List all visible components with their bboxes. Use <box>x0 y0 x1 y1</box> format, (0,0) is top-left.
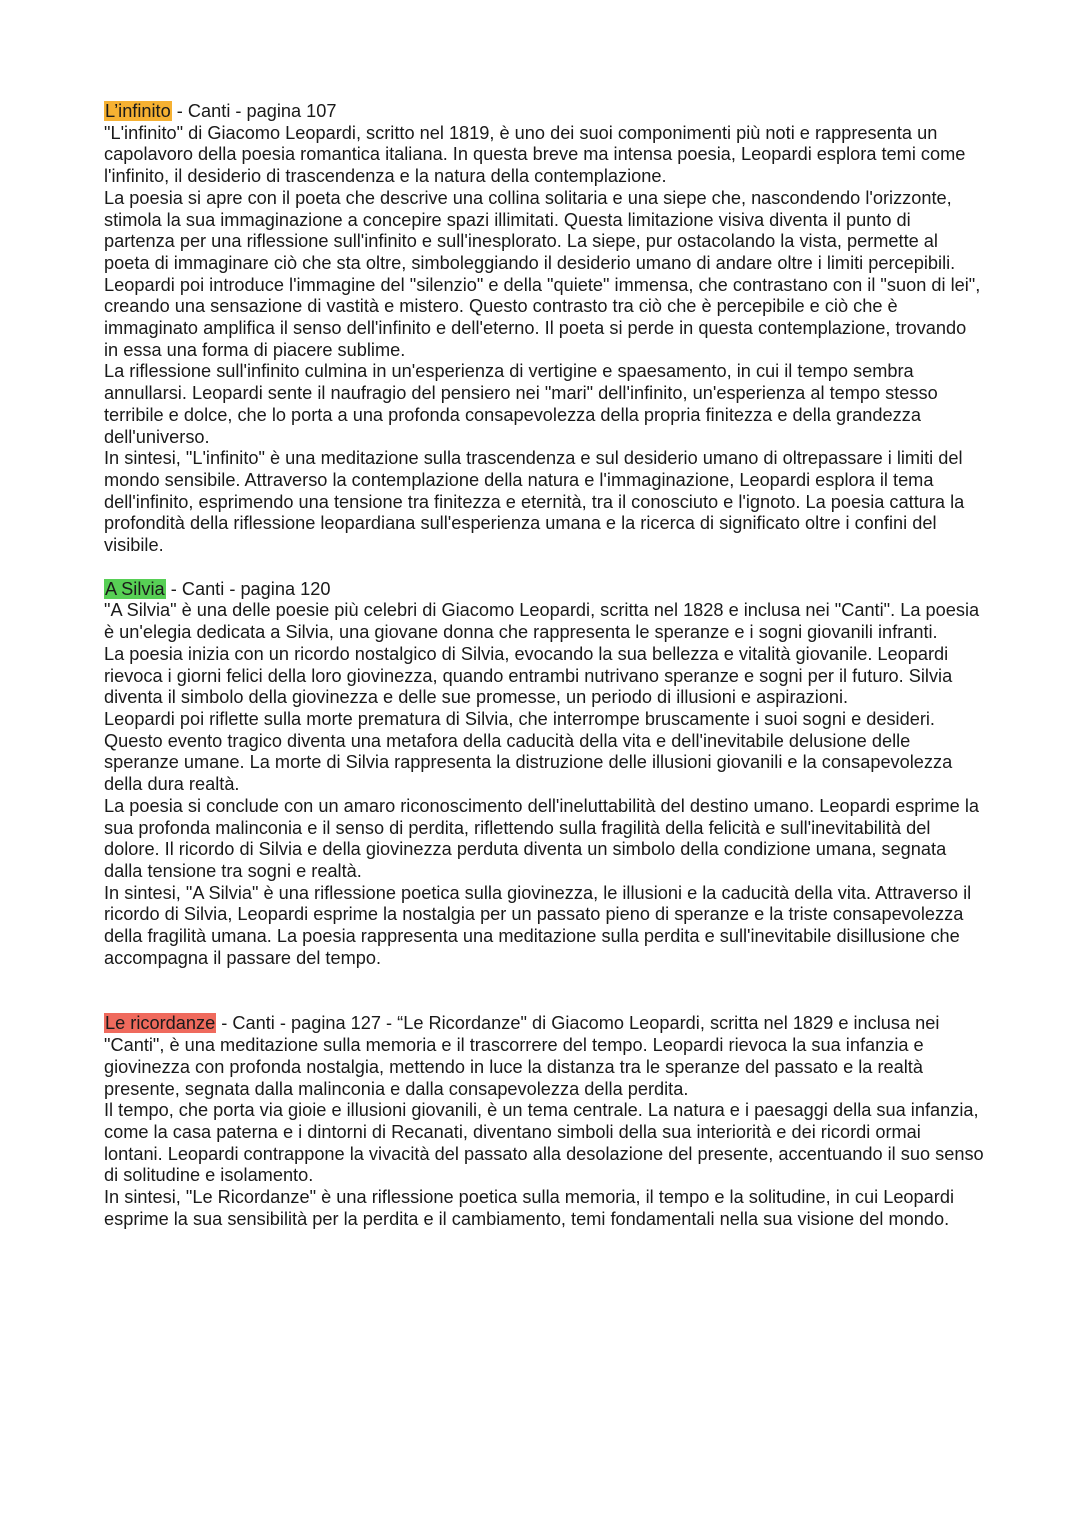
section-a-silvia <box>104 579 984 970</box>
section-title-highlight: L’infinito <box>105 101 171 121</box>
document-page <box>104 101 984 1230</box>
section-meta: - Canti - pagina 107 <box>171 101 337 121</box>
paragraph: Leopardi poi riflette sulla morte prematura di Silvia, che interrompe bruscamente i suoi sogni e desideri. Questo evento tragico diventa una metafora della caducità della vita e dell'inevitabile delusione delle speranze umane. La morte di Silvia rappresenta la distruzione delle illusioni giovanili e la consapevolezza della dura realtà. <box>104 708 953 795</box>
section-infinito <box>104 101 984 557</box>
paragraph: Leopardi poi introduce l'immagine del "silenzio" e della "quiete" immensa, che contrastano con il "suon di lei", creando una sensazione di vastità e mistero. Questo contrasto tra ciò che è percepibile e ciò che è immaginato amplifica il senso dell'infinito e dell'eterno. Il poeta si perde in questa contemplazione, trovando in essa una forma di piacere sublime. <box>104 274 981 360</box>
paragraph: La poesia si conclude con un amaro riconoscimento dell'ineluttabilità del destino umano. Leopardi esprime la sua profonda malinconia e il senso di perdita, riflettendo sulla fragilità della felicità e sull'inevitabilità del dolore. Il ricordo di Silvia e della giovinezza perduta diventa un simbolo della condizione umana, segnata dalla tensione tra sogni e realtà. <box>104 795 979 881</box>
paragraph: Il tempo, che porta via gioie e illusioni giovanili, è un tema centrale. La natura e i paesaggi della sua infanzia, come la casa paterna e i dintorni di Recanati, diventano simboli della sua interiorità e dei ricordi ormai lontani. Leopardi contrappone la vivacità del passato alla desolazione del presente, accentuando il suo senso di solitudine e isolamento. <box>104 1100 984 1186</box>
paragraph: La poesia si apre con il poeta che descrive una collina solitaria e una siepe che, nascondendo l'orizzonte, stimola la sua immaginazione a concepire spazi illimitati. Questa limitazione visiva diventa il punto di partenza per una riflessione sull'infinito e sull'inesplorato. La siepe, pur ostacolando la vista, permette al poeta di immaginare ciò che sta oltre, simboleggiando il desiderio umano di andare oltre i limiti percepibili. <box>104 187 956 273</box>
section-le-ricordanze <box>104 1013 984 1230</box>
paragraph: "A Silvia" è una delle poesie più celebri di Giacomo Leopardi, scritta nel 1828 e inclusa nei "Canti". La poesia è un'elegia dedicata a Silvia, una giovane donna che rappresenta le speranze e i sogni giovanili infranti. <box>104 600 980 643</box>
section-title-highlight: Le ricordanze <box>105 1013 216 1034</box>
section-meta: - Canti - pagina 127 - “Le Ricordanze" di Giacomo Leopardi, scritta nel 1829 e inclusa nei "Canti", è una meditazione sulla memoria e il trascorrere del tempo. Leopardi rievoca la sua infanzia e giovinezza con profonda nostalgia, mettendo in luce la distanza tra le speranze del passato e la realtà presente, segnata dalla malinconia e dalla consapevolezza della perdita. <box>104 1013 940 1099</box>
section-heading <box>104 101 984 123</box>
paragraph: La poesia inizia con un ricordo nostalgico di Silvia, evocando la sua bellezza e vitalità giovanile. Leopardi rievoca i giorni felici della loro giovinezza, quando entrambi nutrivano speranze e sogni per il futuro. Silvia diventa il simbolo della giovinezza e delle sue promesse, un periodo di illusioni e aspirazioni. <box>104 643 953 708</box>
paragraph: In sintesi, "L'infinito" è una meditazione sulla trascendenza e sul desiderio umano di oltrepassare i limiti del mondo sensibile. Attraverso la contemplazione della natura e l'immaginazione, Leopardi esplora il tema dell'infinito, esprimendo una tensione tra finitezza e eternità, tra il conosciuto e l'ignoto. La poesia cattura la profondità della riflessione leopardiana sull'esperienza umana e la ricerca di significato oltre i confini del visibile. <box>104 448 965 556</box>
section-heading <box>104 1013 984 1100</box>
section-meta: - Canti - pagina 120 <box>165 578 331 599</box>
paragraph: In sintesi, "Le Ricordanze" è una riflessione poetica sulla memoria, il tempo e la solitudine, in cui Leopardi esprime la sua sensibilità per la perdita e il cambiamento, temi fondamentali nella sua visione del mondo. <box>104 1187 954 1229</box>
paragraph: La riflessione sull'infinito culmina in un'esperienza di vertigine e spaesamento, in cui il tempo sembra annullarsi. Leopardi sente il naufragio del pensiero nei "mari" dell'infinito, un'esperienza al tempo stesso terribile e dolce, che lo porta a una profonda consapevolezza della propria finitezza e della grandezza dell'universo. <box>104 361 938 447</box>
section-title-highlight: A Silvia <box>105 578 165 599</box>
paragraph: In sintesi, "A Silvia" è una riflessione poetica sulla giovinezza, le illusioni e la caducità della vita. Attraverso il ricordo di Silvia, Leopardi esprime la nostalgia per un passato pieno di speranze e la triste consapevolezza della fragilità umana. La poesia rappresenta una meditazione sulla perdita e sull'inevitabile disillusione che accompagna il passare del tempo. <box>104 882 972 968</box>
paragraph: "L'infinito" di Giacomo Leopardi, scritto nel 1819, è uno dei suoi componimenti più noti e rappresenta un capolavoro della poesia romantica italiana. In questa breve ma intensa poesia, Leopardi esplora temi come l'infinito, il desiderio di trascendenza e la natura della contemplazione. <box>104 122 966 187</box>
section-heading <box>104 579 984 601</box>
